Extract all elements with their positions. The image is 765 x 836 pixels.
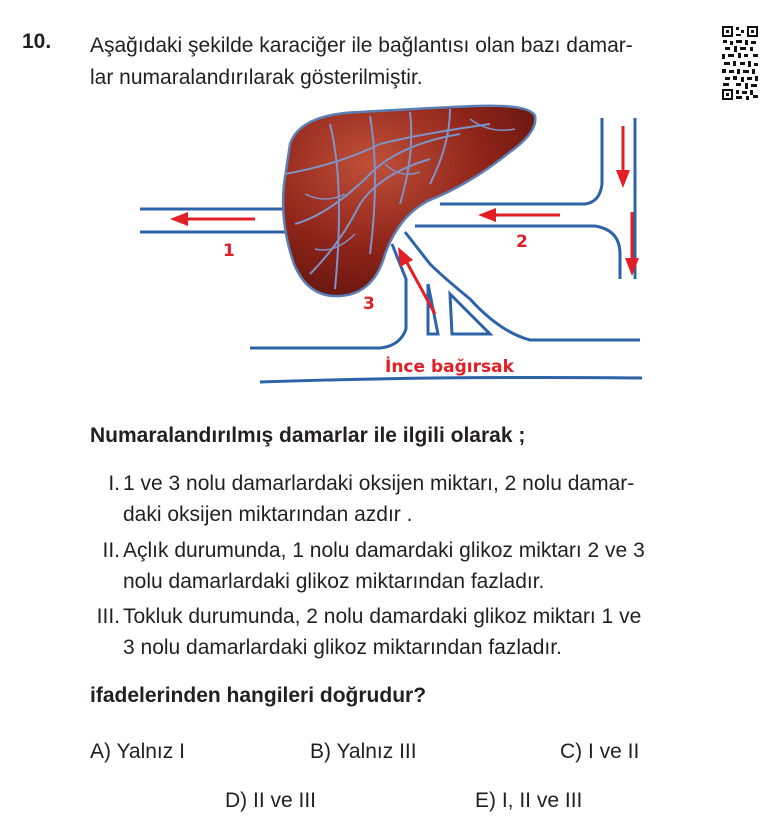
lead-in-text: Numaralandırılmış damarlar ile ilgili olarak ;	[90, 424, 526, 447]
option-e[interactable]: E) I, II ve III	[475, 789, 583, 812]
statement-label: II.	[102, 539, 120, 562]
qr-code-icon	[722, 26, 758, 100]
statement-line: Açlık durumunda, 1 nolu damardaki glikoz miktarı 2 ve 3	[123, 539, 645, 562]
stem-line: Aşağıdaki şekilde karaciğer ile bağlantısı olan bazı damar-	[90, 34, 633, 57]
statement-3	[90, 601, 730, 663]
option-c[interactable]: C) I ve II	[560, 740, 640, 763]
statement-label: I.	[108, 472, 120, 495]
vessel-label-3: 3	[363, 294, 375, 314]
intestine-label: İnce bağırsak	[385, 357, 514, 377]
vessel-label-2: 2	[516, 232, 528, 252]
option-d[interactable]: D) II ve III	[225, 789, 317, 812]
vessel-label-1: 1	[223, 241, 235, 261]
statement-label: III.	[96, 605, 120, 628]
question-prompt: ifadelerinden hangileri doğrudur?	[90, 684, 427, 707]
stem-line: lar numaralandırılarak gösterilmiştir.	[90, 66, 423, 89]
question-stem	[90, 30, 710, 94]
statement-line: nolu damarlardaki glikoz miktarından fazladır.	[123, 570, 545, 593]
statement-1	[90, 468, 730, 530]
option-a[interactable]: A) Yalnız I	[90, 740, 185, 763]
statement-line: Tokluk durumunda, 2 nolu damardaki glikoz miktarı 1 ve	[123, 605, 642, 628]
liver-vessel-diagram	[130, 104, 650, 394]
statement-line: 1 ve 3 nolu damarlardaki oksijen miktarı, 2 nolu damar-	[123, 472, 635, 495]
statement-2	[90, 535, 730, 597]
question-number: 10.	[22, 30, 52, 53]
statement-line: daki oksijen miktarından azdır .	[123, 503, 413, 526]
option-b[interactable]: B) Yalnız III	[310, 740, 417, 763]
statement-line: 3 nolu damarlardaki glikoz miktarından fazladır.	[123, 636, 562, 659]
